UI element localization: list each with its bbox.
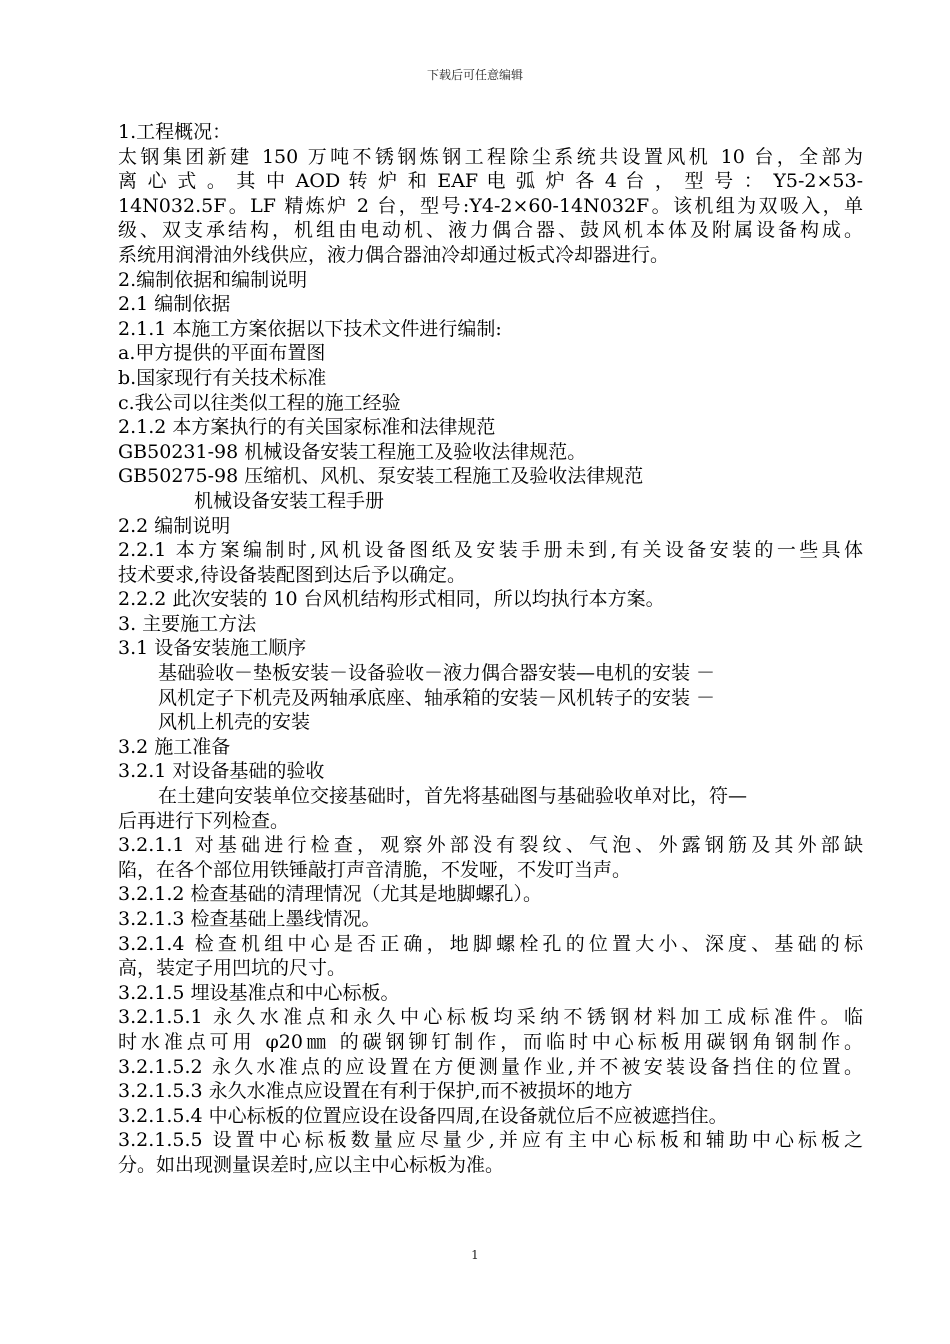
text-line: b.国家现行有关技术标准 [118, 366, 327, 389]
text-line: 3.2.1.3 检查基础上墨线情况。 [118, 908, 381, 930]
text-line: GB50231-98 机械设备安装工程施工及验收法律规范。 [118, 440, 587, 463]
header-note: 下载后可任意编辑 [426, 68, 523, 82]
text-line: 3.2.1.5.1 永久水准点和永久中心标板均采纳不锈钢材料加工成标准件。临 [118, 1006, 863, 1029]
text-line: 风机上机壳的安装 [158, 711, 311, 734]
text-line: 后再进行下列检查。 [118, 809, 290, 832]
text-line: 2.2.2 此次安装的 10 台风机结构形式相同，所以均执行本方案。 [118, 588, 665, 611]
text-line: 在土建向安装单位交接基础时，首先将基础图与基础验收单对比，符— [158, 785, 748, 808]
text-line: 2.1.1 本施工方案依据以下技术文件进行编制: [118, 317, 502, 340]
text-line: 风机定子下机壳及两轴承底座、轴承箱的安装－风机转子的安装 － [158, 686, 716, 709]
text-line: 3.2.1 对设备基础的验收 [118, 760, 325, 783]
text-line: 分。如出现测量误差时,应以主中心标板为准。 [118, 1153, 505, 1176]
text-line: 太钢集团新建 150 万吨不锈钢炼钢工程除尘系统共设置风机 10 台，全部为 [118, 145, 863, 168]
text-line: 3.2.1.5.3 永久水准点应设置在有利于保护,而不被损坏的地方 [118, 1080, 633, 1103]
text-line: 系统用润滑油外线供应，液力偶合器油冷却通过板式冷却器进行。 [118, 243, 670, 266]
text-line: 3.2.1.2 检查基础的清理情况（尤其是地脚螺孔）。 [118, 883, 543, 906]
text-line: 高，装定子用凹坑的尺寸。 [118, 957, 347, 980]
document-body [118, 120, 863, 1178]
text-line: 3.2.1.5.2 永久水准点的应设置在方便测量作业,并不被安装设备挡住的位置。 [118, 1055, 863, 1078]
text-line: GB50275-98 压缩机、风机、泵安装工程施工及验收法律规范 [118, 465, 644, 488]
text-line: 2.1.2 本方案执行的有关国家标准和法律规范 [118, 416, 496, 439]
text-line: 技术要求,待设备装配图到达后予以确定。 [118, 563, 467, 586]
text-line: 离 心 式 。 其 中 AOD 转 炉 和 EAF 电 弧 炉 各 4 台 ， 型 号 ： Y5-2×53- [118, 170, 863, 193]
text-line: 3.2.1.1 对基础进行检查，观察外部没有裂纹、气泡、外露钢筋及其外部缺 [118, 834, 863, 857]
text-line: 3.2.1.5 埋设基准点和中心标板。 [118, 981, 400, 1004]
text-line: a.甲方提供的平面布置图 [118, 342, 326, 365]
text-line: 机械设备安装工程手册 [194, 489, 385, 512]
text-line: 级、双支承结构，机组由电动机、液力偶合器、鼓风机本体及附属设备构成。 [118, 219, 863, 242]
text-line: c.我公司以往类似工程的施工经验 [118, 391, 401, 414]
text-line: 3.2.1.5.4 中心标板的位置应设在设备四周,在设备就位后不应被遮挡住。 [118, 1104, 728, 1127]
text-line: 2.编制依据和编制说明 [118, 268, 308, 291]
text-line: 3. 主要施工方法 [118, 612, 257, 635]
text-line: 陷，在各个部位用铁锤敲打声音清脆，不发哑，不发叮当声。 [118, 858, 632, 881]
text-line: 2.1 编制依据 [118, 293, 231, 316]
page-number: 1 [471, 1248, 479, 1262]
text-line: 2.2 编制说明 [118, 514, 231, 537]
text-line: 14N032.5F。LF 精炼炉 2 台，型号:Y4-2×60-14N032F。该机组为双吸入，单 [118, 194, 863, 217]
text-line: 1.工程概况： [118, 121, 232, 143]
text-line: 3.2.1.5.5 设置中心标板数量应尽量少,并应有主中心标板和辅助中心标板之 [118, 1129, 863, 1152]
text-line: 3.2.1.4 检查机组中心是否正确，地脚螺栓孔的位置大小、深度、基础的标 [118, 932, 863, 955]
text-line: 3.1 设备安装施工顺序 [118, 637, 307, 660]
text-line: 时水准点可用 φ20㎜ 的碳钢铆钉制作，而临时中心标板用碳钢角钢制作。 [118, 1030, 863, 1053]
text-line: 基础验收－垫板安装－设备验收－液力偶合器安装—电机的安装 － [158, 662, 716, 685]
text-line: 3.2 施工准备 [118, 735, 231, 758]
text-line: 2.2.1 本方案编制时,风机设备图纸及安装手册未到,有关设备安装的一些具体 [118, 539, 863, 562]
